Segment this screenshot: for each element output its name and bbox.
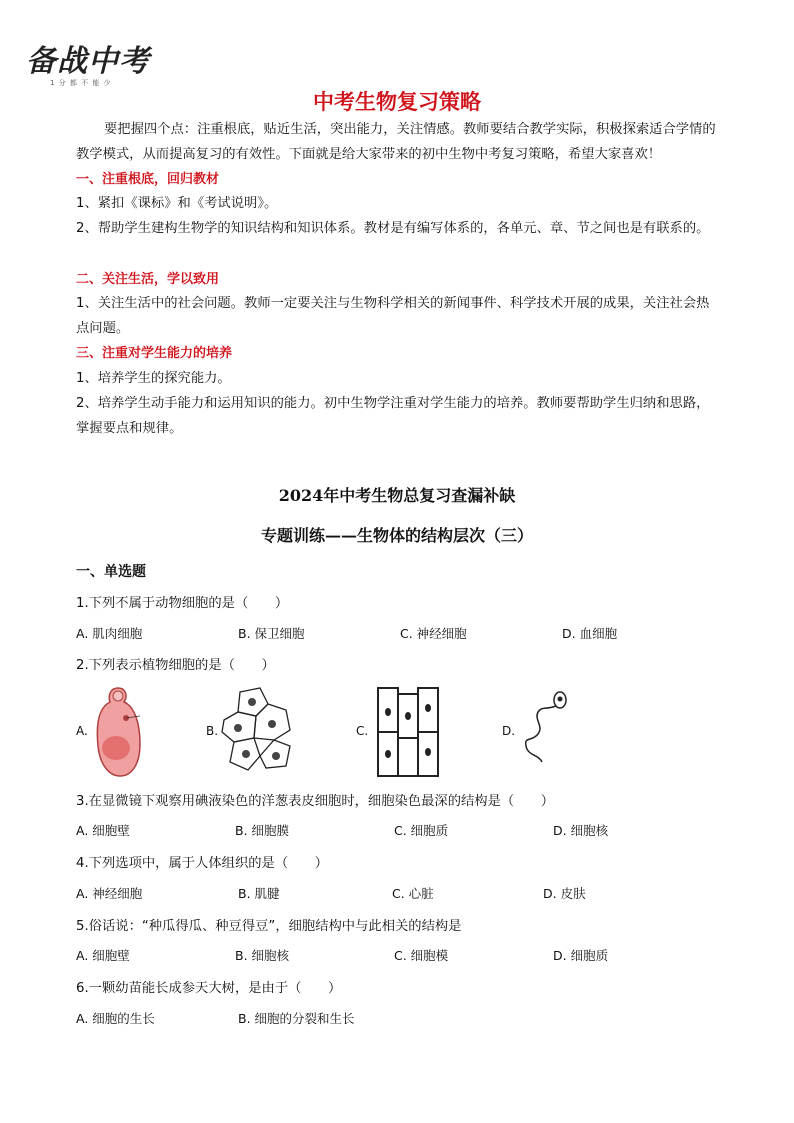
section-heading-3: 三、注重对学生能力的培养 <box>76 346 233 361</box>
option-c-label: C. <box>356 724 369 738</box>
question-2-stem: 2.下列表示植物细胞的是（ ） <box>76 658 275 673</box>
option-c[interactable]: C. 神经细胞 <box>400 626 467 641</box>
question-6-options <box>76 1009 726 1029</box>
option-b[interactable]: B. 细胞膜 <box>235 823 290 838</box>
question-4-stem: 4.下列选项中，属于人体组织的是（ ） <box>76 856 329 871</box>
option-d[interactable]: D. 细胞核 <box>553 823 609 838</box>
option-a[interactable]: A. 细胞壁 <box>76 823 130 838</box>
question-1-stem: 1.下列不属于动物细胞的是（ ） <box>76 596 289 611</box>
option-a[interactable]: A. 细胞的生长 <box>76 1011 155 1026</box>
section-2-item-1: 1、关注生活中的社会问题。教师一定要关注与生物科学相关的新闻事件、科学技术开展的成果，关注社会热点问题。 <box>76 296 710 336</box>
intro-paragraph: 要把握四个点：注重根底，贴近生活，突出能力，关注情感。教师要结合教学实际，积极探索适合学情的教学模式，从而提高复习的有效性。下面就是给大家带来的初中生物中考复习策略，希望大家喜欢！ <box>76 122 716 162</box>
question-5-options <box>76 946 726 966</box>
question-2-image-options <box>76 686 596 778</box>
question-3-stem: 3.在显微镜下观察用碘液染色的洋葱表皮细胞时，细胞染色最深的结构是（ ） <box>76 794 555 809</box>
option-a[interactable]: A. 神经细胞 <box>76 886 143 901</box>
section-heading-2: 二、关注生活，学以致用 <box>76 272 220 287</box>
option-c[interactable]: C. 心脏 <box>392 886 434 901</box>
option-b-label: B. <box>206 724 219 738</box>
yeast-cell-image <box>88 686 148 778</box>
section-1-item-1: 1、紧扣《课标》和《考试说明》。 <box>76 196 278 211</box>
option-a[interactable] <box>76 686 206 778</box>
question-5-stem: 5.俗话说：“种瓜得瓜、种豆得豆”，细胞结构中与此相关的结构是 <box>76 919 462 934</box>
question-3-options <box>76 821 726 841</box>
option-b[interactable]: B. 肌腱 <box>238 886 280 901</box>
logo-text: 备战中考 <box>26 44 150 79</box>
onion-epidermis-cells-image <box>374 686 444 778</box>
option-d[interactable]: D. 血细胞 <box>562 626 618 641</box>
option-b[interactable]: B. 细胞的分裂和生长 <box>238 1011 355 1026</box>
option-a[interactable]: A. 细胞壁 <box>76 948 130 963</box>
main-title: 中考生物复习策略 <box>313 90 481 114</box>
option-c[interactable] <box>356 686 496 778</box>
sperm-cell-image <box>516 686 576 766</box>
question-1-options <box>76 624 726 644</box>
question-4-options <box>76 884 726 904</box>
section-3-item-2: 2、培养学生动手能力和运用知识的能力。初中生物学注重对学生能力的培养。教师要帮助学生归纳和思路，掌握要点和规律。 <box>76 396 710 436</box>
question-6-stem: 6.一颗幼苗能长成参天大树，是由于（ ） <box>76 981 342 996</box>
section-heading-1: 一、注重根底，回归教材 <box>76 172 220 187</box>
epithelial-cells-image <box>220 686 292 772</box>
option-d[interactable]: D. 皮肤 <box>543 886 586 901</box>
option-c[interactable]: C. 细胞模 <box>394 948 449 963</box>
option-a[interactable]: A. 肌肉细胞 <box>76 626 143 641</box>
section-1-item-2: 2、帮助学生建构生物学的知识结构和知识体系。教材是有编写体系的，各单元、章、节之间也是有联系的。 <box>76 221 710 236</box>
section-3-item-1: 1、培养学生的探究能力。 <box>76 371 231 386</box>
option-d[interactable] <box>502 686 602 778</box>
option-d[interactable]: D. 细胞质 <box>553 948 609 963</box>
document-subtitle: 专题训练——生物体的结构层次（三） <box>260 526 533 545</box>
option-d-label: D. <box>502 724 516 738</box>
option-b[interactable]: B. 保卫细胞 <box>238 626 305 641</box>
option-a-label: A. <box>76 724 88 738</box>
option-b[interactable] <box>206 686 346 778</box>
document-title: 2024年中考生物总复习查漏补缺 <box>278 486 516 505</box>
option-c[interactable]: C. 细胞质 <box>394 823 449 838</box>
logo <box>22 32 194 94</box>
section-label: 一、单选题 <box>76 564 146 580</box>
logo-subtitle: 1 分 都 不 能 少 <box>50 79 112 87</box>
option-b[interactable]: B. 细胞核 <box>235 948 290 963</box>
